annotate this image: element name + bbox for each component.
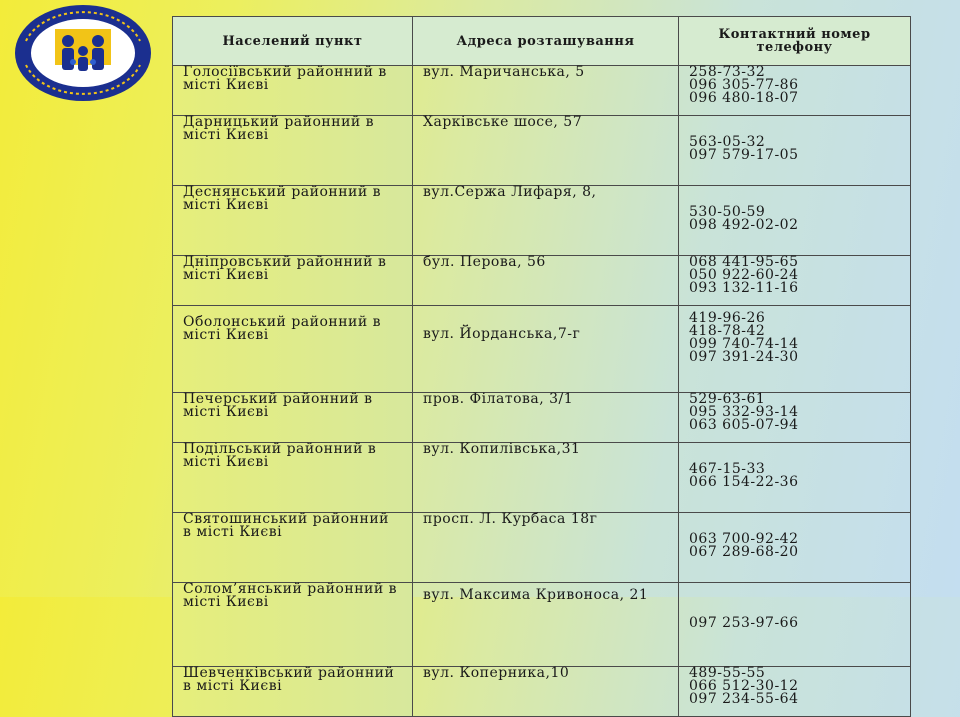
offices-table (172, 16, 911, 717)
phones-cell (679, 116, 911, 186)
locality-cell: Деснянський районний в місті Києві (173, 186, 413, 256)
table-header (173, 17, 911, 66)
phone-number: 097 253-97-66 (689, 615, 799, 631)
locality-cell: Святошинський районний в місті Києві (173, 513, 413, 583)
table-row (173, 667, 911, 717)
phone-number: 096 480-18-07 (689, 90, 799, 106)
phones-cell (679, 393, 911, 443)
address-cell: вул. Маричанська, 5 (413, 66, 679, 116)
phone-number: 098 492-02-02 (689, 217, 799, 233)
phones-cell (679, 443, 911, 513)
locality-cell: Шевченківський районний в місті Києві (173, 667, 413, 717)
locality-cell: Подільський районний в місті Києві (173, 443, 413, 513)
locality-cell: Дарницький районний в місті Києві (173, 116, 413, 186)
table-row (173, 66, 911, 116)
table-row (173, 513, 911, 583)
address-cell: бул. Перова, 56 (413, 256, 679, 306)
address-cell: просп. Л. Курбаса 18г (413, 513, 679, 583)
family-emblem-icon (12, 3, 154, 103)
phone-number: 063 700-92-42 (689, 531, 799, 547)
locality-cell: Печерський районний в місті Києві (173, 393, 413, 443)
phone-number: 066 154-22-36 (689, 474, 799, 490)
phone-number: 063 605-07-94 (689, 417, 799, 433)
phones-cell (679, 256, 911, 306)
phone-number: 529-63-61 (689, 391, 766, 407)
address-cell: вул. Коперника,10 (413, 667, 679, 717)
phones-cell (679, 583, 911, 667)
table-row (173, 443, 911, 513)
phone-number: 066 512-30-12 (689, 678, 799, 694)
phone-number: 418-78-42 (689, 323, 766, 339)
phone-number: 419-96-26 (689, 310, 766, 326)
phones-cell (679, 186, 911, 256)
phone-number: 467-15-33 (689, 461, 766, 477)
phones-cell (679, 306, 911, 393)
address-cell: Харківське шосе, 57 (413, 116, 679, 186)
locality-cell: Дніпровський районний в місті Києві (173, 256, 413, 306)
phones-cell (679, 513, 911, 583)
phone-number: 068 441-95-65 (689, 254, 799, 270)
locality-cell: Голосіївський районний в місті Києві (173, 66, 413, 116)
locality-cell: Солом’янський районний в місті Києві (173, 583, 413, 667)
header-phone: Контактний номер телефону (679, 17, 911, 66)
table-row (173, 186, 911, 256)
phone-number: 096 305-77-86 (689, 77, 799, 93)
phones-cell (679, 66, 911, 116)
table-row (173, 116, 911, 186)
phone-number: 099 740-74-14 (689, 336, 799, 352)
table-row (173, 393, 911, 443)
header-address: Адреса розташування (413, 17, 679, 66)
phones-cell (679, 667, 911, 717)
phone-number: 097 234-55-64 (689, 691, 799, 707)
header-locality: Населений пункт (173, 17, 413, 66)
address-cell: пров. Філатова, 3/1 (413, 393, 679, 443)
phone-number: 530-50-59 (689, 204, 766, 220)
address-cell: вул. Максима Кривоноса, 21 (413, 583, 679, 667)
phone-number: 563-05-32 (689, 134, 766, 150)
locality-cell: Оболонський районний в місті Києві (173, 306, 413, 393)
phone-number: 095 332-93-14 (689, 404, 799, 420)
phone-number: 489-55-55 (689, 665, 766, 681)
phone-number: 258-73-32 (689, 64, 766, 80)
table-row (173, 583, 911, 667)
phone-number: 067 289-68-20 (689, 544, 799, 560)
table-row (173, 306, 911, 393)
phone-number: 097 579-17-05 (689, 147, 799, 163)
organization-logo (12, 3, 154, 103)
address-cell: вул. Копилівська,31 (413, 443, 679, 513)
address-cell: вул. Йорданська,7-г (413, 306, 679, 393)
phone-number: 093 132-11-16 (689, 280, 799, 296)
phone-number: 097 391-24-30 (689, 349, 799, 365)
address-cell: вул.Сержа Лифаря, 8, (413, 186, 679, 256)
table-row (173, 256, 911, 306)
phone-number: 050 922-60-24 (689, 267, 799, 283)
